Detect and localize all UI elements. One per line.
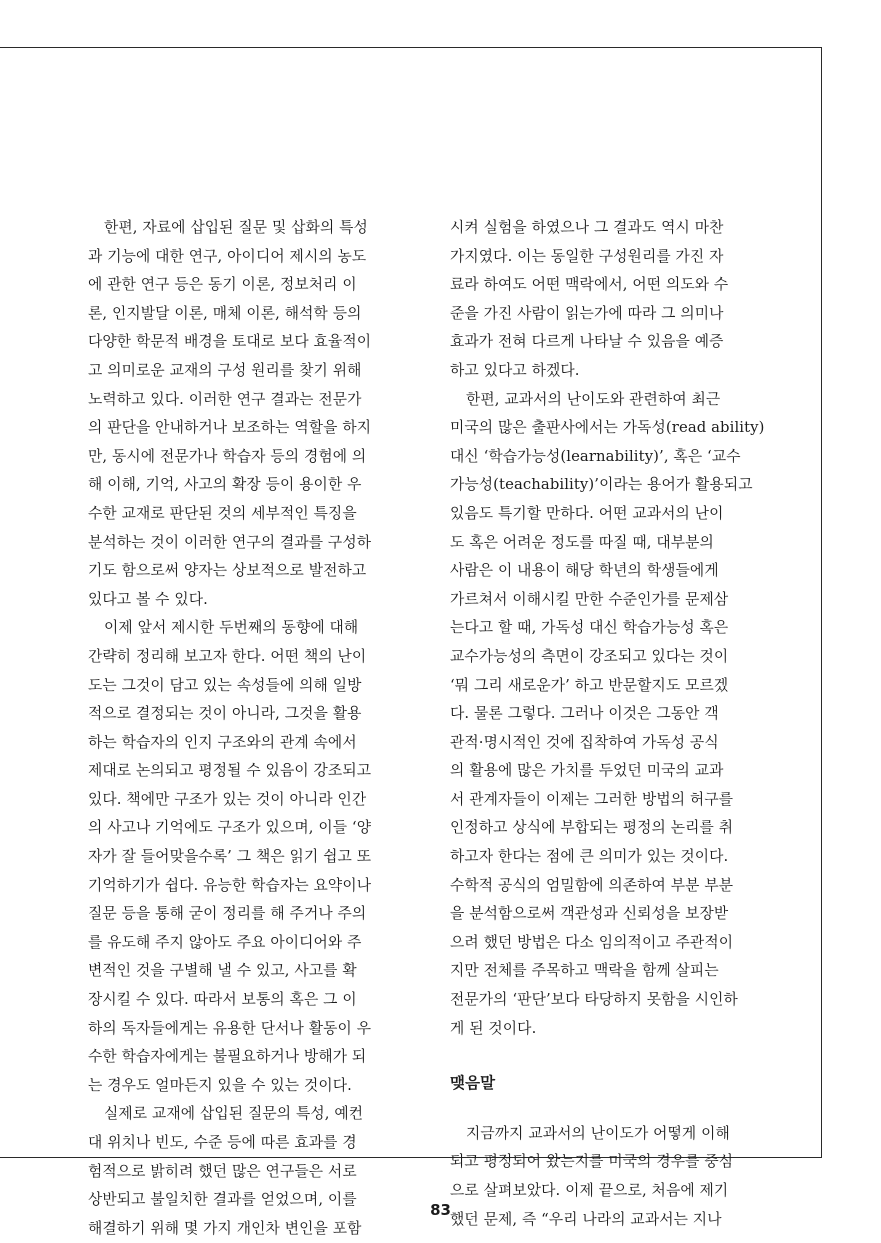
text-line: 기억하기가 쉽다. 유능한 학습자는 요약이나 [88, 876, 372, 894]
text-line: 수한 교재로 판단된 것의 세부적인 특징을 [88, 504, 357, 522]
text-line: 이제 앞서 제시한 두번째의 동향에 대해 [104, 619, 359, 637]
section-heading: 맺음말 [450, 1074, 496, 1093]
text-line: 있음도 특기할 만하다. 어떤 교과서의 난이 [450, 504, 724, 522]
text-line: 관적·명시적인 것에 집착하여 가독성 공식 [450, 733, 719, 751]
text-line: 노력하고 있다. 이러한 연구 결과는 전문가 [88, 390, 362, 408]
text-line: 서 관계자들이 이제는 그러한 방법의 허구를 [450, 790, 734, 808]
text-line: 교수가능성의 측면이 강조되고 있다는 것이 [450, 647, 729, 665]
text-line: 자가 잘 들어맞을수록’ 그 책은 읽기 쉽고 또 [88, 848, 372, 866]
text-line: ‘뭐 그리 새로운가’ 하고 반문할지도 모르겠 [450, 676, 729, 694]
text-line: 하의 독자들에게는 유용한 단서나 활동이 우 [88, 1019, 372, 1037]
text-line: 수학적 공식의 엄밀함에 의존하여 부분 부분 [450, 876, 734, 894]
text-line: 기도 함으로써 양자는 상보적으로 발전하고 [88, 562, 367, 580]
text-line: 의 판단을 안내하거나 보조하는 역할을 하지 [88, 419, 372, 437]
text-line: 지만 전체를 주목하고 맥락을 함께 살피는 [450, 962, 719, 980]
text-line: 사람은 이 내용이 해당 학년의 학생들에게 [450, 562, 719, 580]
text-line: 해 이해, 기억, 사고의 확장 등이 용이한 우 [88, 476, 362, 494]
page-number: 83 [430, 1201, 451, 1219]
text-line: 다양한 학문적 배경을 토대로 보다 효율적이 [88, 333, 372, 351]
text-line: 도 혹은 어려운 정도를 따질 때, 대부분의 [450, 533, 714, 551]
text-line: 분석하는 것이 이러한 연구의 결과를 구성하 [88, 533, 372, 551]
text-line: 했던 문제, 즉 “우리 나라의 교과서는 지나 [450, 1210, 722, 1228]
text-line: 해결하기 위해 몇 가지 개인차 변인을 포함 [88, 1219, 362, 1237]
text-line: 전문가의 ‘판단’보다 타당하지 못함을 시인하 [450, 991, 738, 1009]
text-line: 의 사고나 기억에도 구조가 있으며, 이들 ‘양 [88, 819, 372, 837]
text-line: 으려 했던 방법은 다소 임의적이고 주관적이 [450, 933, 734, 951]
text-line: 수한 학습자에게는 불필요하거나 방해가 되 [88, 1048, 367, 1066]
text-line: 질문 등을 통해 굳이 정리를 해 주거나 주의 [88, 905, 367, 923]
text-line: 실제로 교재에 삽입된 질문의 특성, 예컨 [104, 1105, 364, 1123]
text-line: 준을 가진 사람이 읽는가에 따라 그 의미나 [450, 304, 724, 322]
text-line: 을 분석함으로써 객관성과 신뢰성을 보장받 [450, 905, 729, 923]
text-line: 를 유도해 주지 않아도 주요 아이디어와 주 [88, 933, 362, 951]
text-line: 는 경우도 얼마든지 있을 수 있는 것이다. [88, 1076, 352, 1094]
top-border-rule [0, 47, 822, 48]
text-line: 가르쳐서 이해시킬 만한 수준인가를 문제삼 [450, 590, 729, 608]
text-line: 미국의 많은 출판사에서는 가독성(read ability) [450, 419, 765, 437]
text-line: 간략히 정리해 보고자 한다. 어떤 책의 난이 [88, 647, 367, 665]
left-text-column [88, 214, 418, 1243]
text-line: 있다고 볼 수 있다. [88, 590, 208, 608]
text-line: 인정하고 상식에 부합되는 평정의 논리를 취 [450, 819, 734, 837]
text-line: 대신 ‘학습가능성(learnability)’, 혹은 ‘교수 [450, 447, 741, 465]
text-line: 가능성(teachability)’이라는 용어가 활용되고 [450, 476, 753, 494]
right-text-column [450, 214, 780, 1234]
text-line: 적으로 결정되는 것이 아니라, 그것을 활용 [88, 705, 362, 723]
text-line: 변적인 것을 구별해 낼 수 있고, 사고를 확 [88, 962, 357, 980]
text-line: 장시킬 수 있다. 따라서 보통의 혹은 그 이 [88, 991, 357, 1009]
text-line: 하고자 한다는 점에 큰 의미가 있는 것이다. [450, 848, 729, 866]
right-border-rule [821, 47, 822, 1158]
text-line: 하는 학습자의 인지 구조와의 관계 속에서 [88, 733, 357, 751]
text-line: 대 위치나 빈도, 수준 등에 따른 효과를 경 [88, 1134, 357, 1151]
text-line: 한편, 자료에 삽입된 질문 및 삽화의 특성 [104, 219, 368, 236]
text-line: 게 된 것이다. [450, 1019, 537, 1037]
text-line: 에 관한 연구 등은 동기 이론, 정보처리 이 [88, 276, 357, 294]
text-line: 되고 평정되어 왔는지를 미국의 경우를 중심 [450, 1153, 734, 1171]
text-line: 과 기능에 대한 연구, 아이디어 제시의 농도 [88, 247, 367, 265]
text-line: 도는 그것이 담고 있는 속성들에 의해 일방 [88, 676, 362, 694]
text-line: 지금까지 교과서의 난이도가 어떻게 이해 [466, 1124, 730, 1142]
text-line: 만, 동시에 전문가나 학습자 등의 경험에 의 [88, 447, 367, 465]
text-line: 하고 있다고 하겠다. [450, 361, 580, 379]
text-line: 고 의미로운 교재의 구성 원리를 찾기 위해 [88, 361, 362, 379]
text-line: 한편, 교과서의 난이도와 관련하여 최근 [466, 390, 721, 408]
text-line: 제대로 논의되고 평정될 수 있음이 강조되고 [88, 762, 372, 780]
text-line: 효과가 전혀 다르게 나타날 수 있음을 예증 [450, 333, 724, 351]
text-line: 험적으로 밝히려 했던 많은 연구들은 서로 [88, 1162, 357, 1180]
text-line: 가지였다. 이는 동일한 구성원리를 가진 자 [450, 247, 724, 265]
text-line: 론, 인지발달 이론, 매체 이론, 해석학 등의 [88, 304, 362, 322]
text-line: 상반되고 불일치한 결과를 얻었으며, 이를 [88, 1191, 357, 1209]
text-line: 시켜 실험을 하였으나 그 결과도 역시 마찬 [450, 219, 724, 236]
text-line: 있다. 책에만 구조가 있는 것이 아니라 인간 [88, 790, 367, 808]
text-line: 으로 살펴보았다. 이제 끝으로, 처음에 제기 [450, 1182, 729, 1199]
text-line: 는다고 할 때, 가독성 대신 학습가능성 혹은 [450, 619, 729, 637]
text-line: 료라 하여도 어떤 맥락에서, 어떤 의도와 수 [450, 276, 729, 294]
text-line: 다. 물론 그렇다. 그러나 이것은 그동안 객 [450, 705, 719, 723]
text-line: 의 활용에 많은 가치를 두었던 미국의 교과 [450, 762, 724, 780]
